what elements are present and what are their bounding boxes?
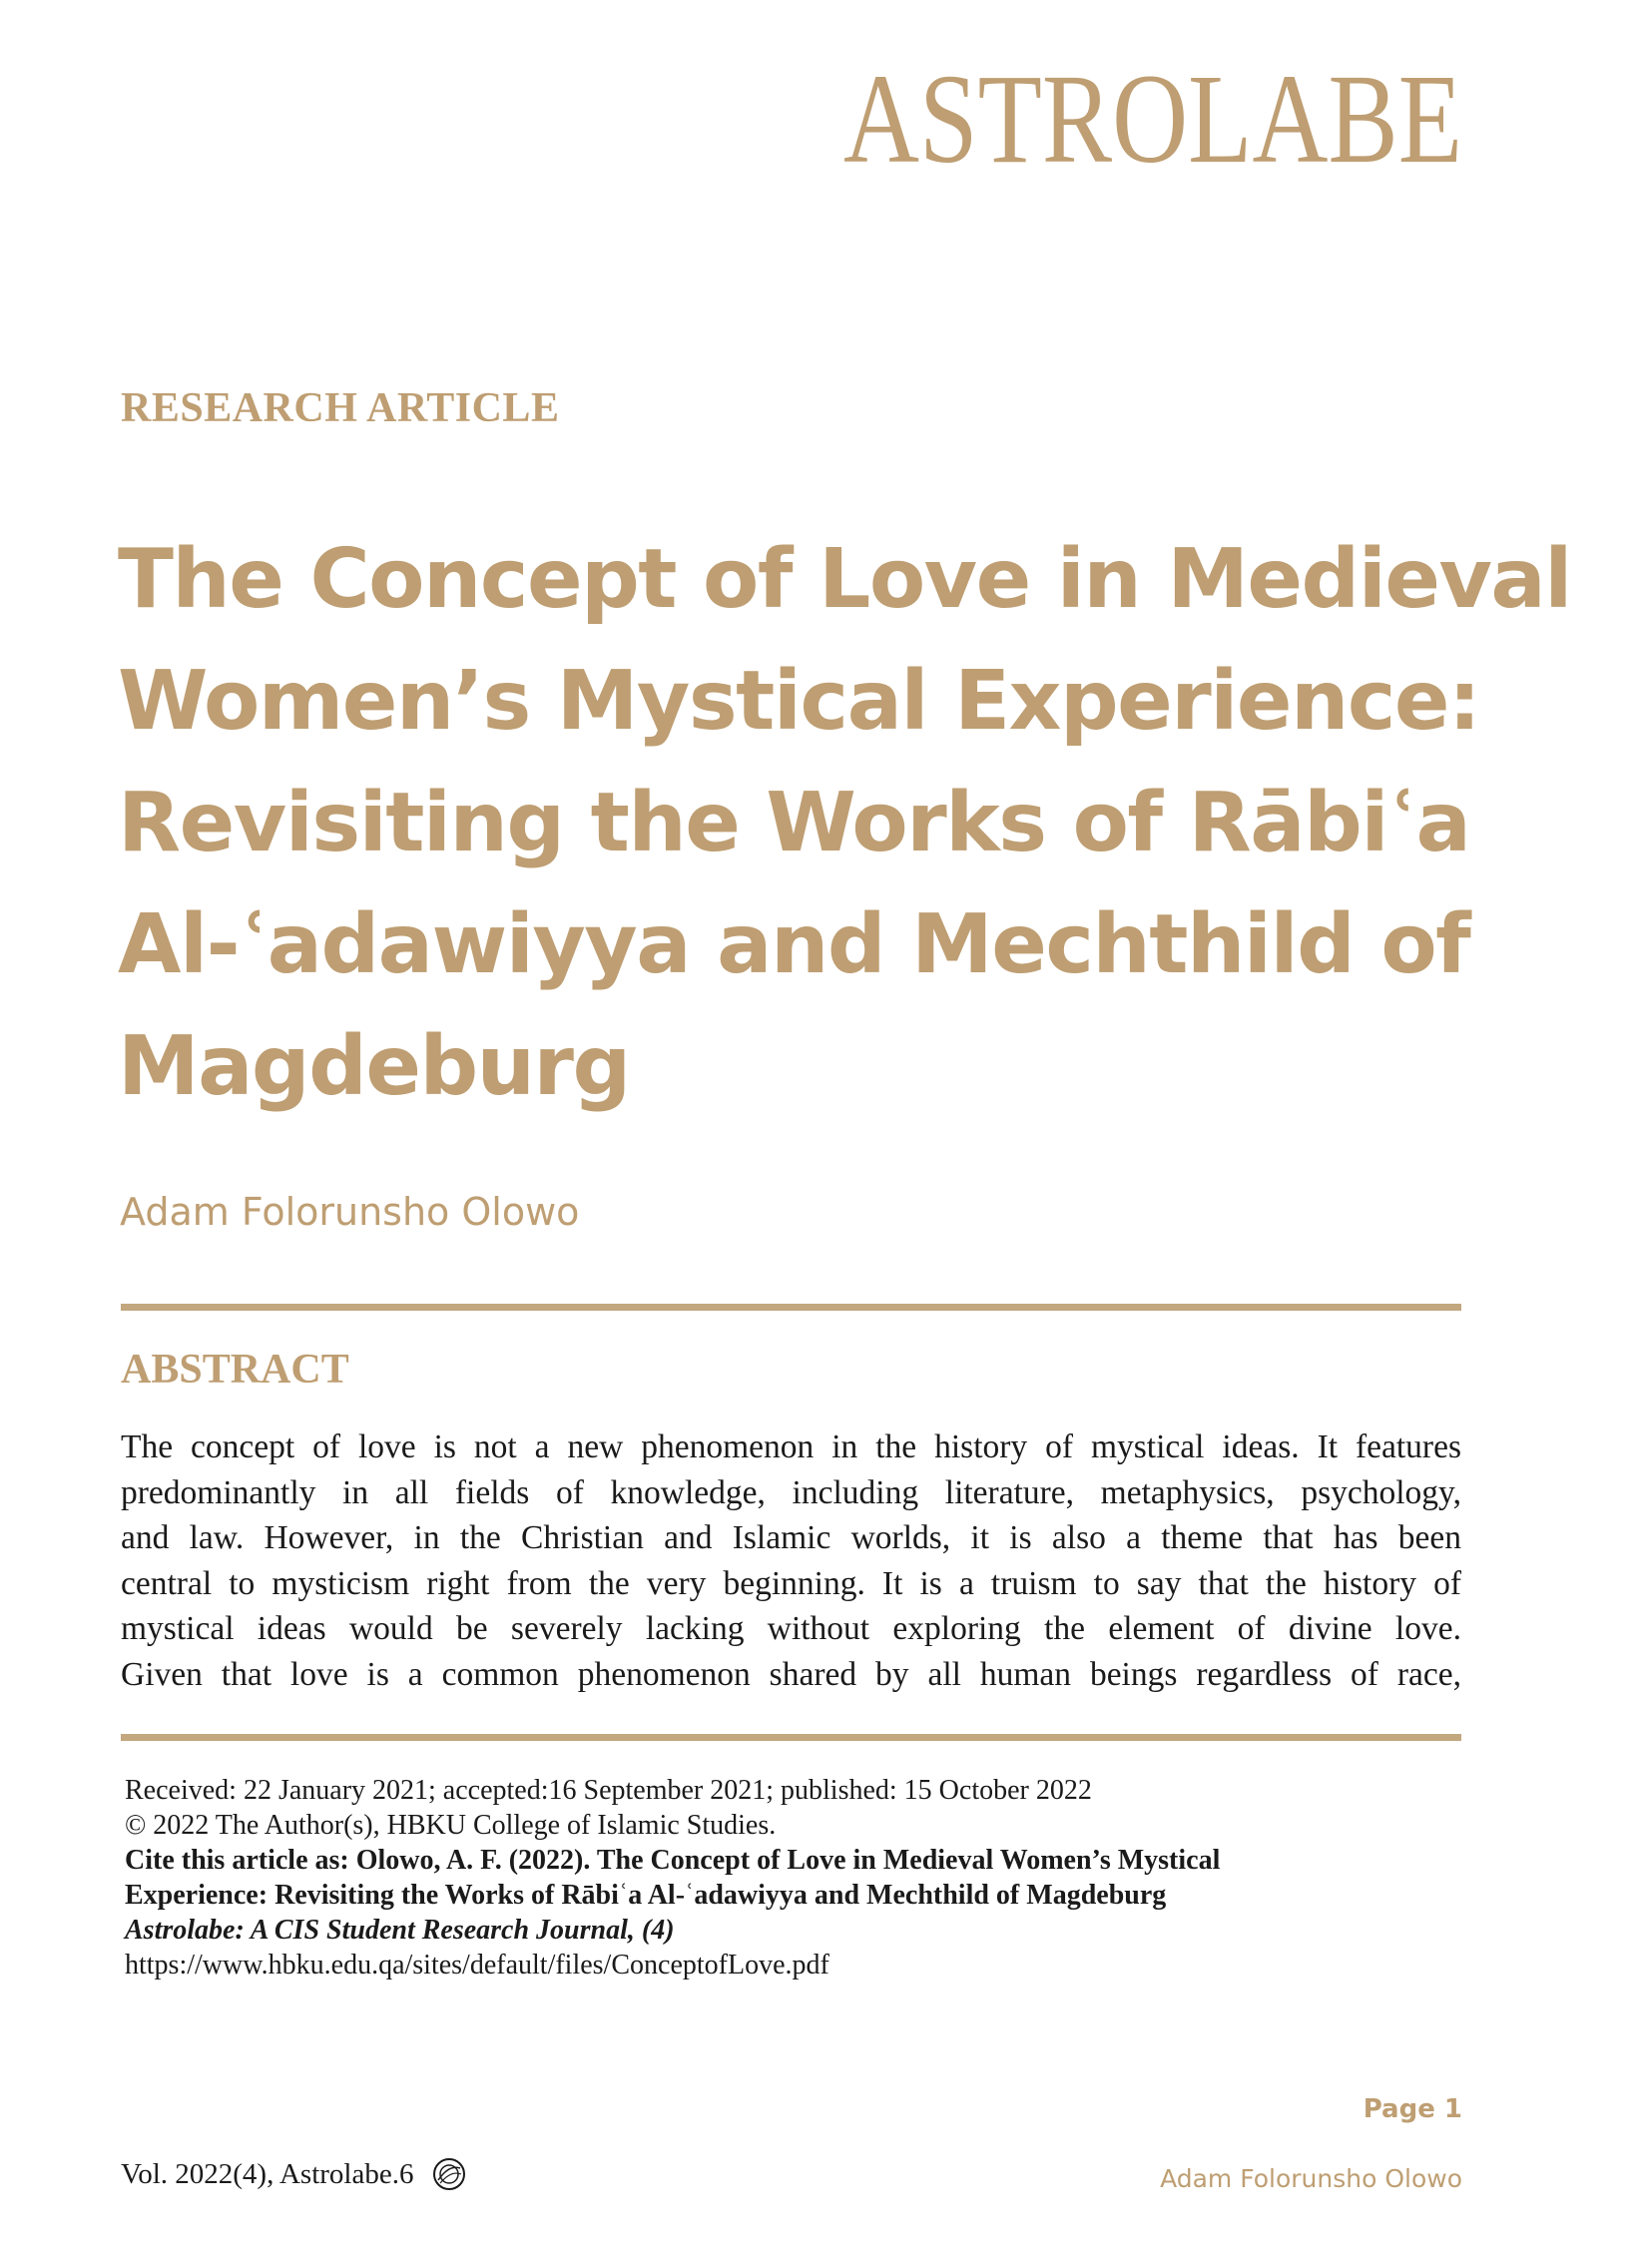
publication-dates: Received: 22 January 2021; accepted:16 September 2021; published: 15 October 2022 bbox=[125, 1775, 1092, 1806]
author-name: Adam Folorunsho Olowo bbox=[120, 1190, 580, 1234]
abstract-line: Given that love is a common phenomenon shared by all human beings regardless of race, bbox=[121, 1655, 1461, 1693]
divider-bottom bbox=[121, 1734, 1461, 1741]
divider-top bbox=[121, 1304, 1461, 1311]
title-line: Magdeburg bbox=[118, 1019, 630, 1114]
citation-line: Experience: Revisiting the Works of Rābiʿa Al-ʿadawiyya and Mechthild of Magdeburg bbox=[125, 1880, 1167, 1911]
abstract-line: mystical ideas would be severely lacking without exploring the element of divine love. bbox=[121, 1610, 1461, 1647]
astrolabe-icon bbox=[431, 2156, 467, 2192]
article-url[interactable]: https://www.hbku.edu.qa/sites/default/files/ConceptofLove.pdf bbox=[125, 1950, 829, 1981]
abstract-heading: ABSTRACT bbox=[121, 1347, 349, 1393]
title-line: Revisiting the Works of Rābiʿa bbox=[118, 776, 1470, 870]
abstract-line: The concept of love is not a new phenomenon in the history of mystical ideas. It features bbox=[121, 1428, 1461, 1465]
journal-logo bbox=[843, 48, 1462, 190]
footer-volume bbox=[121, 2156, 467, 2192]
title-line: The Concept of Love in Medieval bbox=[118, 532, 1571, 627]
abstract-line: and law. However, in the Christian and Islamic worlds, it is also a theme that has been bbox=[121, 1519, 1461, 1556]
title-line: Women’s Mystical Experience: bbox=[118, 654, 1480, 749]
abstract-line: predominantly in all fields of knowledge, including literature, metaphysics, psychology, bbox=[121, 1473, 1461, 1511]
copyright-notice: © 2022 The Author(s), HBKU College of Islamic Studies. bbox=[125, 1810, 777, 1841]
title-line: Al-ʿadawiyya and Mechthild of bbox=[118, 897, 1470, 992]
logo-text: ASTROLABE bbox=[843, 48, 1462, 190]
volume-label: Vol. 2022(4), Astrolabe.6 bbox=[121, 2157, 414, 2190]
article-type-label: RESEARCH ARTICLE bbox=[121, 385, 560, 431]
citation-journal: Astrolabe: A CIS Student Research Journal, (4) bbox=[125, 1915, 675, 1946]
footer-author: Adam Folorunsho Olowo bbox=[1160, 2164, 1462, 2193]
page-number: Page 1 bbox=[1363, 2094, 1462, 2124]
article-metadata bbox=[125, 1773, 1462, 1983]
article-title bbox=[118, 519, 1571, 1128]
abstract-line: central to mysticism right from the very beginning. It is a truism to say that the history of bbox=[121, 1564, 1461, 1602]
citation-line: Cite this article as: Olowo, A. F. (2022). The Concept of Love in Medieval Women’s Mystical bbox=[125, 1845, 1221, 1876]
abstract-text bbox=[121, 1424, 1461, 1697]
